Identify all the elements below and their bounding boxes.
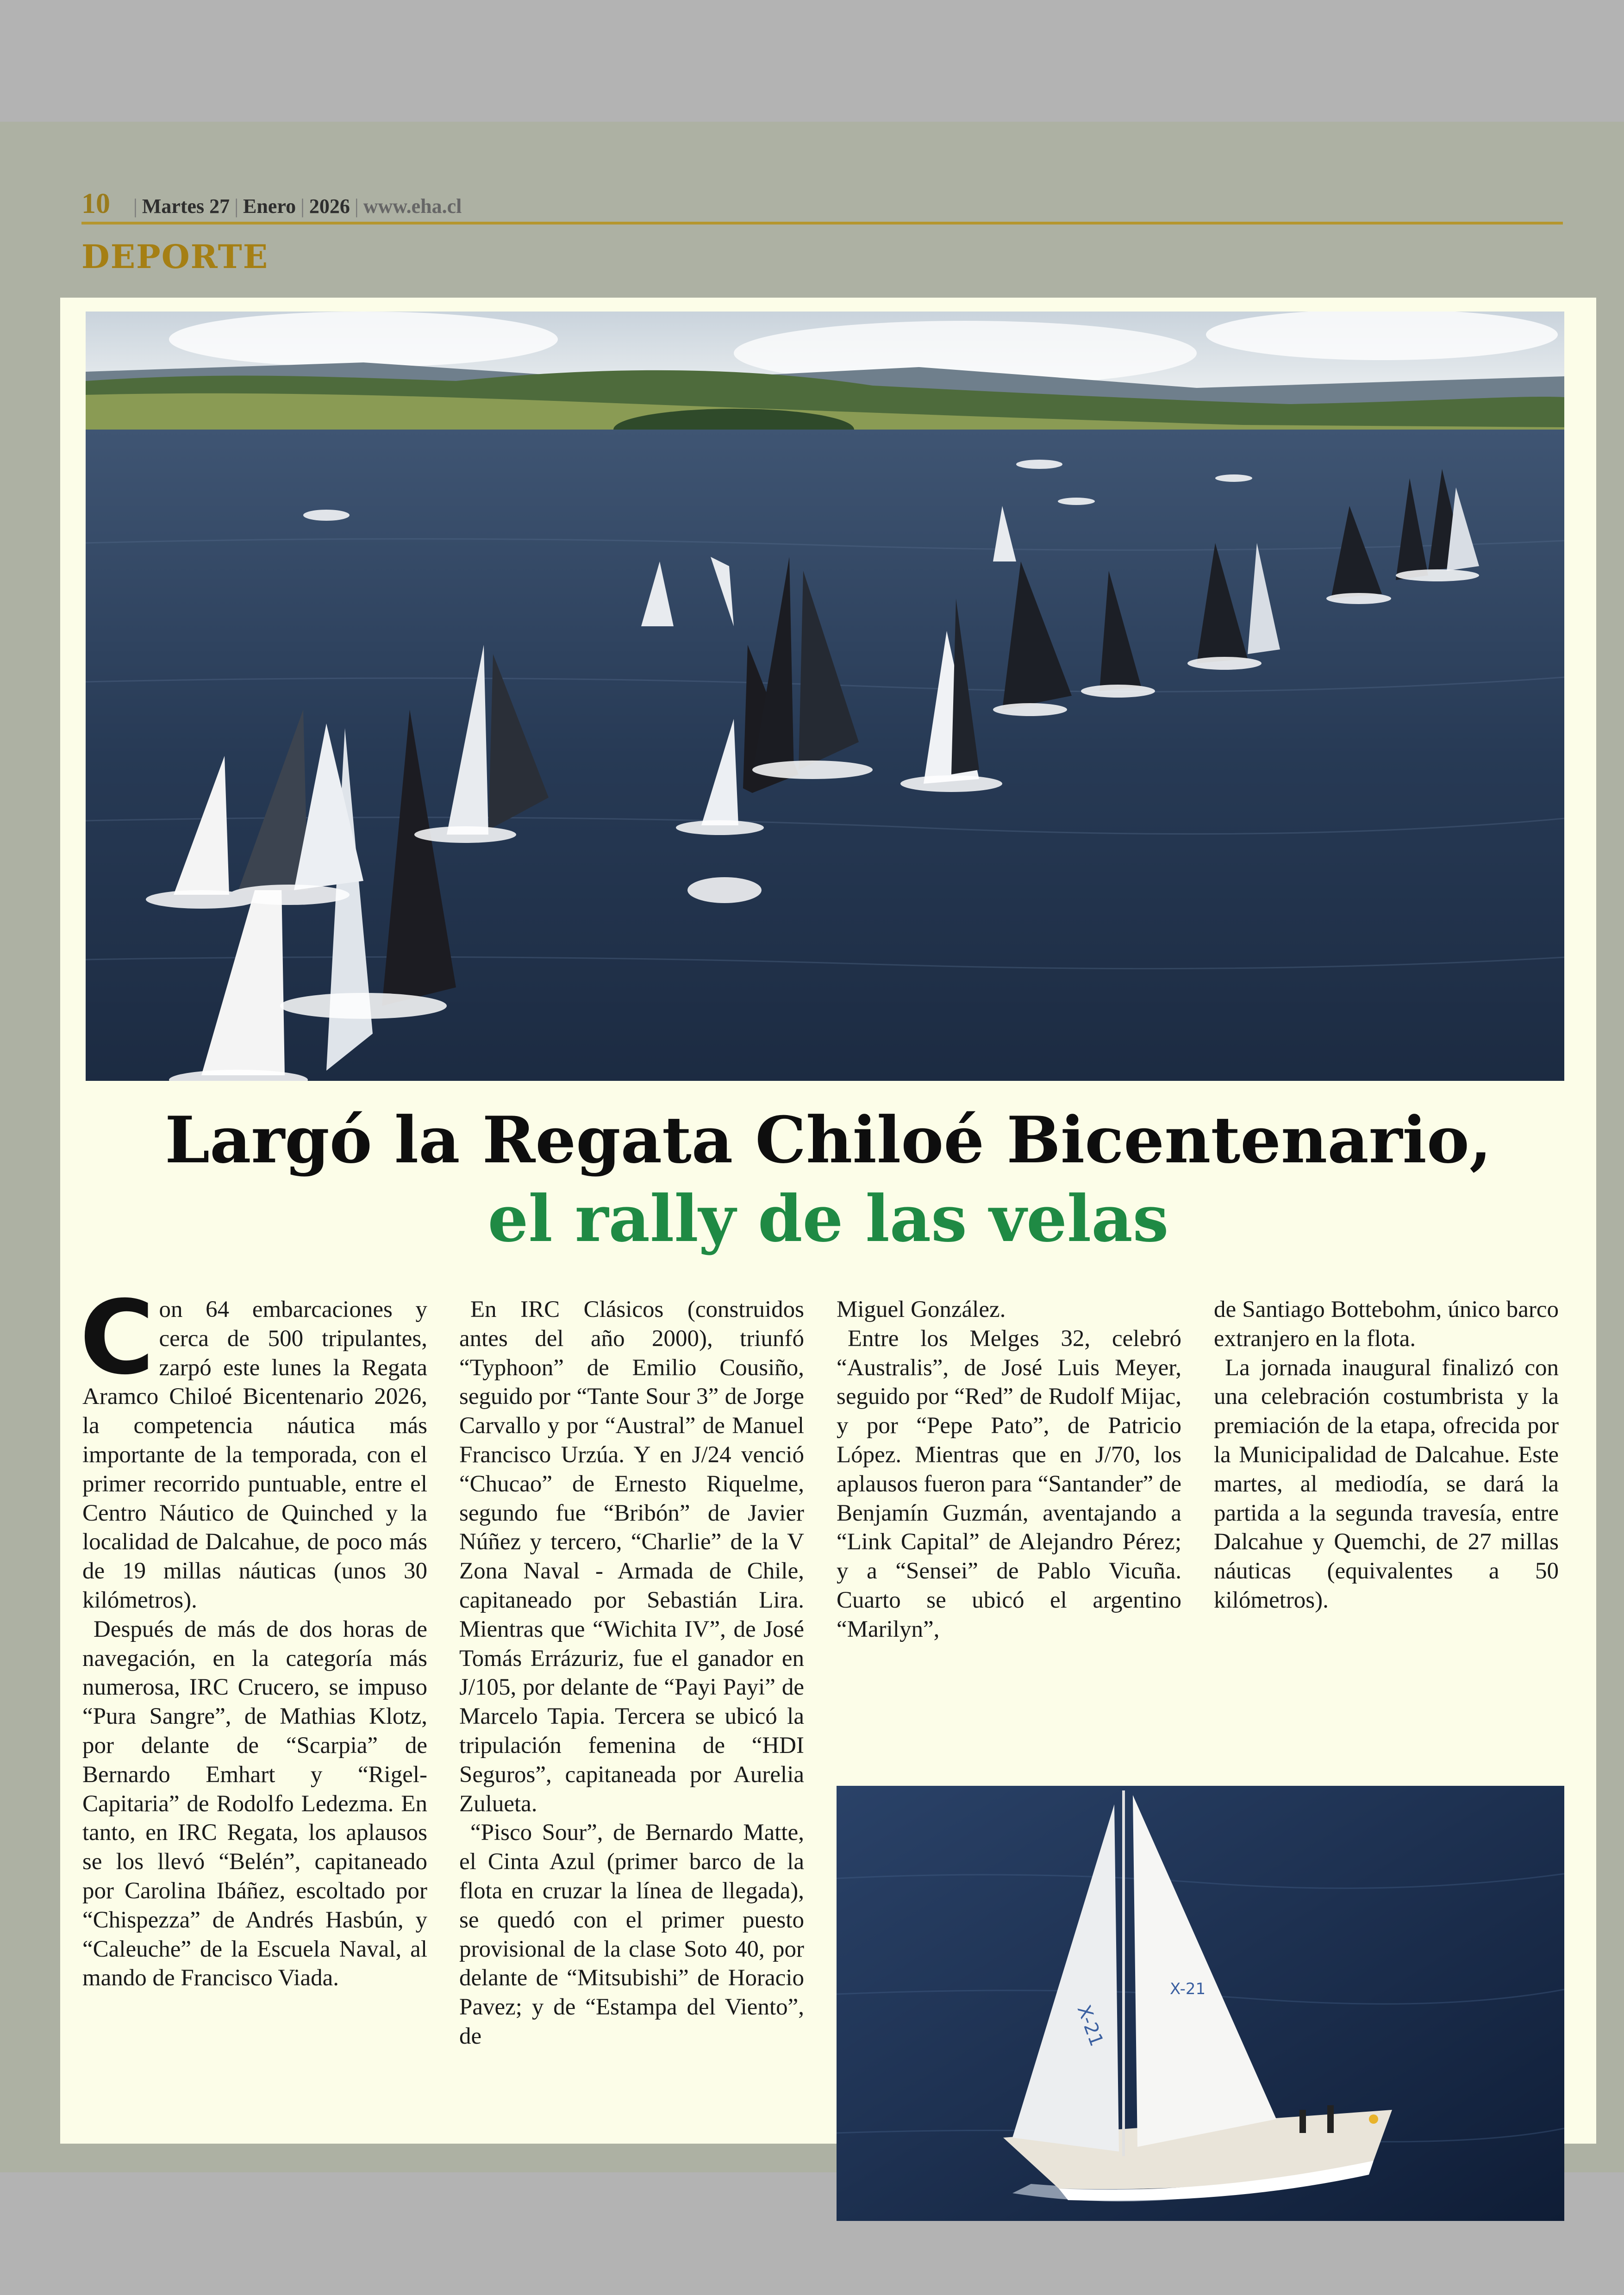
page-number: 10: [81, 188, 110, 219]
svg-text:X-21: X-21: [1073, 2002, 1107, 2049]
paragraph-1-text: on 64 embarcaciones y cerca de 500 tripulantes, zarpó este lunes la Regata Aramco Chiloé Bicentenario 2026, la competencia náutica más importante de la temporada, con el primer recorrido puntuable, entre el Centro Náutico de Quinched y la localidad de Dalcahue, de poco más de 19 millas náuticas (unos 30 kilómetros).: [82, 1297, 427, 1613]
paragraph-4: “Pisco Sour”, de Bernardo Matte, el Cinta Azul (primer barco de la flota en cruzar la línea de llegada), se quedó con el primer puesto provisional de la clase Soto 40, por delante de “Mitsubishi” de Horacio Pavez; y de “Estampa del Viento”, de: [459, 1820, 804, 2049]
paragraph-5: Entre los Melges 32, celebró “Australis”, de José Luis Meyer, seguido por “Red” de Rudolf Mijac, y por “Pepe Pato”, de Patricio López. Mientras que en J/70, los aplausos fueron para “Santander” de Benjamín Guzmán, aventajando a “Link Capital” de Alejandro Pérez; y a “Sensei” de Pablo Vicuña. Cuarto se ubicó el argentino “Marilyn”,: [837, 1325, 1181, 1642]
drop-cap: C: [80, 1278, 155, 1397]
article-column-2: [459, 1295, 804, 2051]
section-title: DEPORTE: [81, 237, 269, 276]
newspaper-page: [0, 122, 1624, 2172]
paragraph-4-continued: Miguel González.: [837, 1297, 1006, 1322]
issue-day: Martes 27: [142, 195, 230, 218]
website-link[interactable]: www.eha.cl: [363, 195, 462, 218]
paragraph-2: Después de más de dos horas de navegación, en la categoría más numerosa, IRC Crucero, se impuso “Pura Sangre”, de Mathias Klotz, por delante de “Scarpia” de Bernardo Emhart y “Rigel-Capitaria” de Rodolfo Ledezma. En tanto, en IRC Regata, los aplausos se los llevó “Belén”, capitaneado por Carolina Ibáñez, escoltado por “Chispezza” de Andrés Hasbún, y “Caleuche” de la Escuela Naval, al mando de Francisco Viada.: [82, 1616, 427, 1991]
article-headline: Largó la Regata Chiloé Bicentenario,: [165, 1102, 1492, 1178]
regatta-fleet-photo: [86, 312, 1564, 1081]
paragraph-3: En IRC Clásicos (construidos antes del año 2000), triunfó “Typhoon” de Emilio Cousiño, seguido por “Tante Sour 3” de Jorge Carvallo y por “Austral” de Manuel Francisco Urzúa. Y en J/24 venció “Chucao” de Ernesto Riquelme, segundo fue “Bribón” de Javier Núñez y tercero, “Charlie” de la V Zona Naval - Armada de Chile, capitaneado por Sebastián Lira. Mientras que “Wichita IV”, de José Tomás Errázuriz, fue el ganador en J/105, por delante de “Payi Payi” de Marcelo Tapia. Tercera se ubicó la tripulación femenina de “HDI Seguros”, capitaneada por Aurelia Zulueta.: [459, 1297, 804, 1817]
issue-month: Enero: [243, 195, 296, 218]
article-column-1: [80, 1278, 427, 1993]
paragraph-6: La jornada inaugural finalizó con una celebración costumbrista y la premiación de la etapa, ofrecida por la Municipalidad de Dalcahue. Este martes, al mediodía, se dará la partida a la segunda travesía, entre Dalcahue y Quemchi, de 27 millas náuticas (equivalentes a 50 kilómetros).: [1214, 1354, 1559, 1613]
paragraph-1: [80, 1278, 427, 1615]
article-column-4: [1214, 1295, 1559, 1615]
article-subheadline: el rally de las velas: [487, 1181, 1169, 1256]
folio-bar: 10 | Martes 27 | Enero | 2026 | www.eha.cl: [81, 192, 1563, 225]
article-panel: [60, 298, 1596, 2144]
paragraph-5-continued: de Santiago Bottebohm, único barco extranjero en la flota.: [1214, 1297, 1559, 1352]
article-column-3: [837, 1295, 1181, 1644]
issue-year: 2026: [309, 195, 350, 218]
svg-text:X-21: X-21: [1170, 1980, 1206, 1998]
classic-sailboat-photo: [837, 1786, 1564, 2221]
